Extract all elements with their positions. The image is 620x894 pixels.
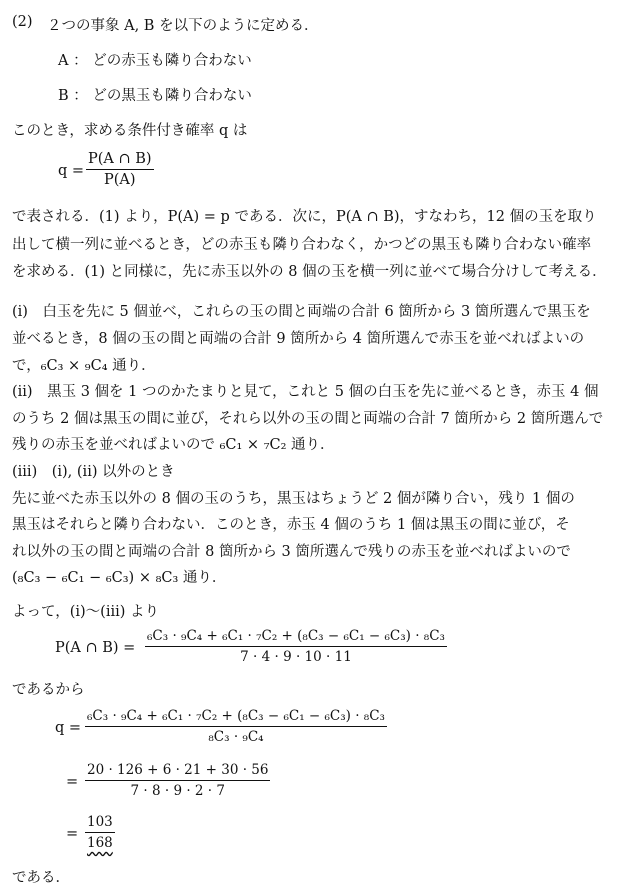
q2-fraction — [85, 708, 387, 745]
probability-intro: このとき，求める条件付き確率 q は — [12, 123, 248, 139]
therefore-line: よって，(i)〜(iii) より — [12, 604, 159, 620]
equals-sign: = — [66, 774, 79, 790]
intro-line: ２つの事象 A, B を以下のように定める． — [47, 18, 319, 34]
pab-lhs: P(A ∩ B) = — [55, 640, 136, 656]
final-denominator: 168 — [87, 835, 113, 851]
pab-fraction — [145, 628, 447, 665]
q3-fraction — [85, 762, 270, 799]
case-i-line: 並べるとき，8 個の玉の間と両端の合計 9 箇所から 4 箇所選んで赤玉を並べればよいの — [12, 331, 585, 347]
paragraph-line: 出して横一列に並べるとき，どの赤玉も隣り合わなく，かつどの黒玉も隣り合わない確率 — [12, 237, 592, 253]
case-iii-line: れ以外の玉の間と両端の合計 8 箇所から 3 箇所選んで残りの赤玉を並べればよいので — [12, 544, 571, 560]
final-answer-fraction — [85, 814, 115, 851]
q3-denominator: 7 · 8 · 9 · 2 · 7 — [130, 783, 225, 799]
q-denominator: P(A) — [104, 172, 136, 188]
case-iii-line: 先に並べた赤玉以外の 8 個の玉のうち，黒玉はちょうど 2 個が隣り合い，残り 1 個の — [12, 491, 575, 507]
case-i-line: (i) 白玉を先に 5 個並べ，これらの玉の間と両端の合計 6 箇所から 3 箇所選んで黒玉を — [12, 304, 591, 320]
closing-line: である． — [12, 870, 70, 886]
q-fraction — [86, 151, 154, 188]
case-i-line: で，₆C₃ × ₉C₄ 通り． — [12, 358, 156, 374]
equals-sign: = — [66, 826, 79, 842]
q-numerator: P(A ∩ B) — [86, 151, 154, 170]
case-ii-line: のうち 2 個は黒玉の間に並び，それら以外の玉の間と両端の合計 7 箇所から 2 箇所選んで — [12, 411, 604, 427]
problem-label: (2) — [12, 14, 33, 30]
pab-denominator: 7 · 4 · 9 · 10 · 11 — [240, 649, 352, 665]
definition-a: A ： どの赤玉も隣り合わない — [58, 53, 252, 69]
pab-numerator: ₆C₃ · ₉C₄ + ₆C₁ · ₇C₂ + (₈C₃ − ₆C₁ − ₆C₃) · ₈C₃ — [145, 628, 447, 647]
case-iii-line: (₈C₃ − ₆C₁ − ₆C₃) × ₈C₃ 通り． — [12, 570, 227, 586]
case-ii-line: (ii) 黒玉 3 個を 1 つのかたまりと見て，これと 5 個の白玉を先に並べるとき，赤玉 4 個 — [12, 384, 599, 400]
q2-lhs: q = — [55, 720, 82, 736]
q-lhs: q = — [58, 163, 85, 179]
q2-denominator: ₈C₃ · ₉C₄ — [208, 729, 264, 745]
q2-numerator: ₆C₃ · ₉C₄ + ₆C₁ · ₇C₂ + (₈C₃ − ₆C₁ − ₆C₃) · ₈C₃ — [85, 708, 387, 727]
definition-b: B ： どの黒玉も隣り合わない — [58, 88, 252, 104]
case-iii-line: (iii) (i), (ii) 以外のとき — [12, 464, 175, 480]
case-iii-line: 黒玉はそれらと隣り合わない．このとき，赤玉 4 個のうち 1 個は黒玉の間に並び，そ — [12, 517, 570, 533]
q3-numerator: 20 · 126 + 6 · 21 + 30 · 56 — [85, 762, 270, 781]
since-line: であるから — [12, 682, 85, 698]
case-ii-line: 残りの赤玉を並べればよいので ₆C₁ × ₇C₂ 通り． — [12, 437, 335, 453]
final-numerator: 103 — [85, 814, 115, 833]
paragraph-line: で表される．(1) より，P(A) = p である．次に，P(A ∩ B)，すなわち，12 個の玉を取り — [12, 209, 597, 225]
paragraph-line: を求める．(1) と同様に，先に赤玉以外の 8 個の玉を横一列に並べて場合分けして考える． — [12, 264, 607, 280]
